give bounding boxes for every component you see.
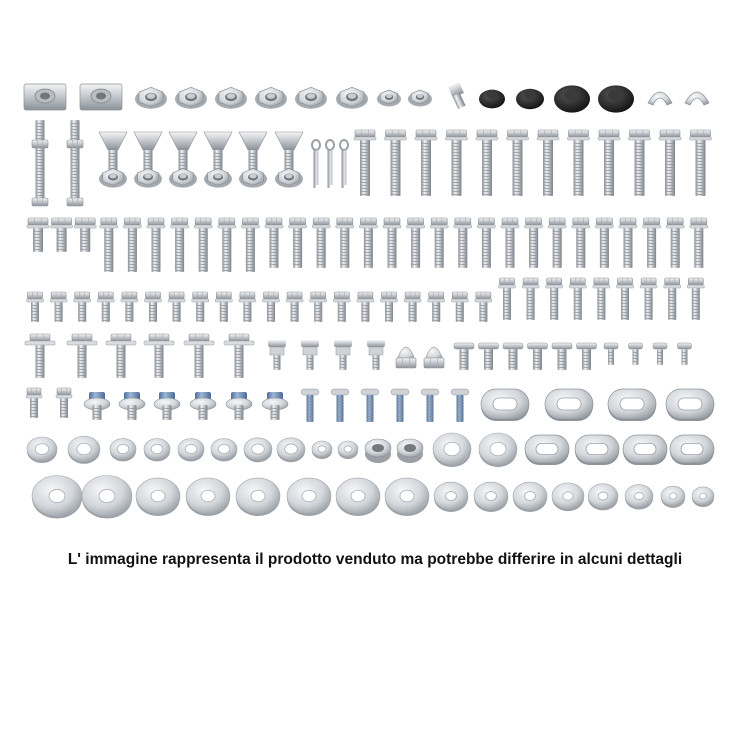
plain-bolt <box>56 388 72 418</box>
flange-nut <box>295 87 327 109</box>
hex-bolt <box>385 130 407 196</box>
medium-bolt <box>643 218 661 268</box>
spacer-bolt <box>144 334 174 378</box>
hex-bolt <box>629 130 651 196</box>
large-washer <box>136 478 180 516</box>
torx-blue-screw <box>421 389 439 422</box>
collar-bolt <box>367 340 385 370</box>
rivet-nut <box>604 343 618 365</box>
plain-bolt <box>26 388 42 418</box>
large-washer <box>236 478 280 516</box>
medium-bolt <box>123 218 141 272</box>
rivet-nut <box>503 343 523 370</box>
slot-washer <box>525 435 569 465</box>
rivet-nut <box>454 343 474 370</box>
flat-washer <box>144 439 170 462</box>
short-bolt <box>192 292 209 322</box>
slot-washer <box>608 389 656 421</box>
large-washer <box>692 487 714 507</box>
short-bolt <box>569 278 586 320</box>
short-bolt <box>74 292 91 322</box>
torx-blue-screw <box>361 389 379 422</box>
hex-bolt <box>537 130 559 196</box>
short-bolt <box>263 292 280 322</box>
large-washer <box>186 478 230 516</box>
cotter-pin <box>312 140 320 188</box>
short-bolt <box>499 278 516 320</box>
thick-washer <box>433 433 471 467</box>
medium-bolt <box>383 218 401 268</box>
spacer-bolt <box>224 334 254 378</box>
flat-washer <box>211 439 237 462</box>
countersunk-screw <box>99 132 127 172</box>
cap-nut <box>396 347 416 368</box>
cotter-pin <box>340 140 348 188</box>
torx-blue-screw <box>301 389 319 422</box>
blue-flange-bolt <box>84 392 110 420</box>
flat-washer <box>110 439 136 462</box>
hex-bolt <box>354 130 376 196</box>
flange-nut <box>215 87 247 109</box>
long-stud-bolt <box>67 120 83 206</box>
torx-blue-screw <box>391 389 409 422</box>
flange-nut <box>169 169 197 188</box>
short-bolt <box>215 292 232 322</box>
medium-bolt <box>595 218 613 268</box>
flange-nut <box>239 169 267 188</box>
slot-washer <box>623 435 667 465</box>
medium-bolt <box>525 218 543 268</box>
slot-washer <box>666 389 714 421</box>
large-washer <box>287 478 331 516</box>
short-bolt <box>546 278 563 320</box>
large-washer <box>588 484 618 511</box>
short-bolt <box>617 278 634 320</box>
rubber-grommet <box>516 89 544 109</box>
medium-bolt <box>666 218 684 268</box>
medium-bolt <box>572 218 590 268</box>
medium-bolt <box>51 218 73 252</box>
rubber-grommet <box>479 90 505 109</box>
spacer-bolt <box>67 334 97 378</box>
medium-bolt <box>430 218 448 268</box>
blue-flange-bolt <box>190 392 216 420</box>
torx-blue-screw <box>451 389 469 422</box>
hex-bolt <box>690 130 712 196</box>
medium-bolt <box>171 218 189 272</box>
rivet-nut <box>577 343 597 370</box>
spring-clip <box>685 92 709 105</box>
large-washer <box>434 482 468 512</box>
flange-nut <box>336 87 368 109</box>
small-washer <box>338 441 358 459</box>
short-bolt <box>381 292 398 322</box>
short-bolt <box>310 292 327 322</box>
medium-bolt <box>407 218 425 268</box>
slot-washer <box>575 435 619 465</box>
grease-fitting <box>448 82 466 109</box>
hex-bolt <box>446 130 468 196</box>
rivet-nut <box>528 343 548 370</box>
hex-bolt <box>598 130 620 196</box>
flat-washer <box>244 438 272 462</box>
spacer <box>365 439 391 463</box>
flange-nut <box>275 169 303 188</box>
rivet-nut <box>479 343 499 370</box>
short-bolt <box>145 292 162 322</box>
small-nut <box>408 90 432 107</box>
cage-nut <box>80 84 122 110</box>
cap-nut <box>424 347 444 368</box>
medium-bolt <box>27 218 49 252</box>
slot-washer <box>670 435 714 465</box>
thick-washer <box>479 433 517 467</box>
countersunk-screw <box>169 132 197 172</box>
countersunk-screw <box>134 132 162 172</box>
rivet-nut <box>678 343 692 365</box>
medium-bolt <box>548 218 566 268</box>
collar-bolt <box>301 340 319 370</box>
large-washer <box>552 483 584 511</box>
short-bolt <box>357 292 374 322</box>
flange-nut <box>204 169 232 188</box>
flat-washer <box>68 436 100 464</box>
short-bolt <box>27 292 44 322</box>
large-washer <box>32 476 82 519</box>
medium-bolt <box>359 218 377 268</box>
short-bolt <box>97 292 114 322</box>
small-washer <box>312 441 332 459</box>
medium-bolt <box>454 218 472 268</box>
short-bolt <box>404 292 421 322</box>
slot-washer <box>481 389 529 421</box>
short-bolt <box>333 292 350 322</box>
collar-bolt <box>334 340 352 370</box>
short-bolt <box>687 278 704 320</box>
hex-bolt <box>568 130 590 196</box>
short-bolt <box>640 278 657 320</box>
flange-nut <box>175 87 207 109</box>
medium-bolt <box>477 218 495 268</box>
large-washer <box>513 482 547 512</box>
short-bolt <box>286 292 303 322</box>
flat-washer <box>178 439 204 462</box>
flange-nut <box>255 87 287 109</box>
rubber-grommet <box>554 85 590 112</box>
collar-bolt <box>268 340 286 370</box>
spring-clip <box>648 92 672 105</box>
hex-bolt <box>659 130 681 196</box>
flange-nut <box>135 87 167 109</box>
cotter-pin <box>326 140 334 188</box>
medium-bolt <box>241 218 259 272</box>
flange-nut <box>134 169 162 188</box>
large-washer <box>82 476 132 519</box>
spacer <box>397 439 423 463</box>
blue-flange-bolt <box>119 392 145 420</box>
short-bolt <box>593 278 610 320</box>
large-washer <box>625 485 653 510</box>
medium-bolt <box>147 218 165 272</box>
short-bolt <box>451 292 468 322</box>
flange-nut <box>99 169 127 188</box>
long-stud-bolt <box>32 120 48 206</box>
slot-washer <box>545 389 593 421</box>
spacer-bolt <box>25 334 55 378</box>
large-washer <box>474 482 508 512</box>
short-bolt <box>121 292 138 322</box>
large-washer <box>385 478 429 516</box>
spacer-bolt <box>184 334 214 378</box>
short-bolt <box>239 292 256 322</box>
rivet-nut <box>629 343 643 365</box>
medium-bolt <box>312 218 330 268</box>
rubber-grommet <box>598 85 634 112</box>
countersunk-screw <box>275 132 303 172</box>
medium-bolt <box>194 218 212 272</box>
short-bolt <box>475 292 492 322</box>
short-bolt <box>522 278 539 320</box>
medium-bolt <box>619 218 637 268</box>
hex-bolt <box>476 130 498 196</box>
cage-nut <box>24 84 66 110</box>
short-bolt <box>428 292 445 322</box>
short-bolt <box>50 292 67 322</box>
torx-blue-screw <box>331 389 349 422</box>
hex-bolt <box>415 130 437 196</box>
short-bolt <box>168 292 185 322</box>
image-disclaimer-caption: L' immagine rappresenta il prodotto venduto ma potrebbe differire in alcuni dettagli <box>67 551 683 568</box>
medium-bolt <box>289 218 307 268</box>
countersunk-screw <box>239 132 267 172</box>
medium-bolt <box>218 218 236 272</box>
rivet-nut <box>552 343 572 370</box>
hex-bolt <box>507 130 529 196</box>
medium-bolt <box>501 218 519 268</box>
spacer-bolt <box>106 334 136 378</box>
small-nut <box>377 90 401 107</box>
medium-bolt <box>265 218 283 268</box>
large-washer <box>336 478 380 516</box>
medium-bolt <box>690 218 708 268</box>
medium-bolt <box>74 218 96 252</box>
blue-flange-bolt <box>226 392 252 420</box>
blue-flange-bolt <box>262 392 288 420</box>
blue-flange-bolt <box>154 392 180 420</box>
medium-bolt <box>336 218 354 268</box>
rivet-nut <box>653 343 667 365</box>
medium-bolt <box>100 218 118 272</box>
flat-washer <box>277 438 305 462</box>
flat-washer <box>27 437 57 463</box>
large-washer <box>661 486 685 508</box>
countersunk-screw <box>204 132 232 172</box>
short-bolt <box>664 278 681 320</box>
